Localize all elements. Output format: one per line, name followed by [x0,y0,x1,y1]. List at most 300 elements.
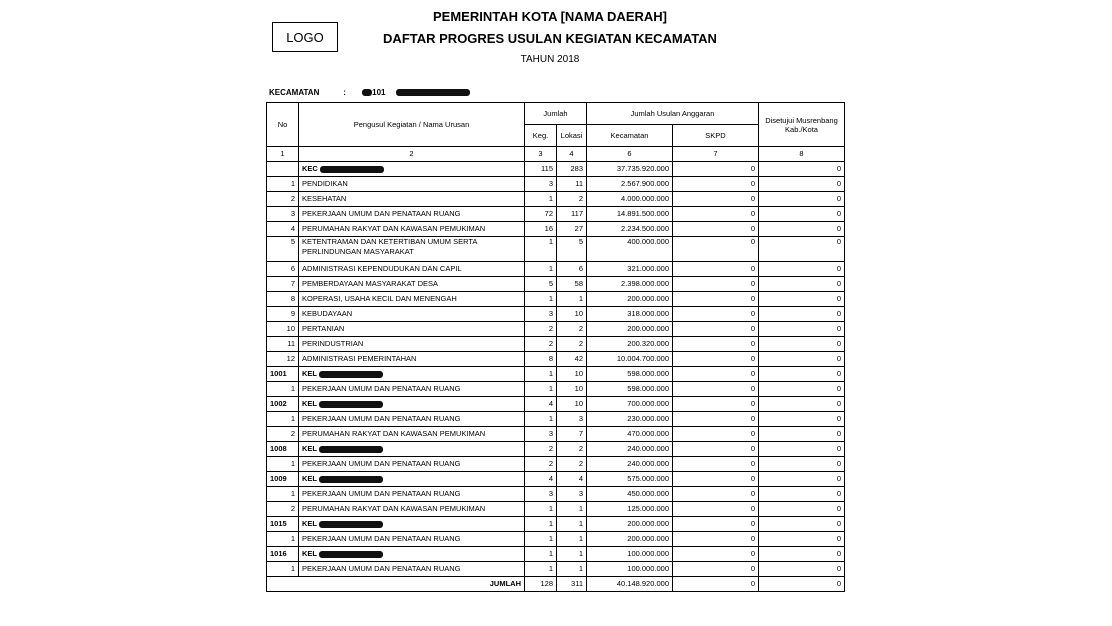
row-lokasi [557,322,587,337]
row-disetujui-text: 0 [836,564,841,573]
total-keg [525,577,557,592]
row-kecamatan-text: 125.000.000 [627,504,669,513]
group-row [267,472,845,487]
row-no-text: 1015 [270,519,287,528]
header-keg: Keg. [525,125,557,147]
row-name-text: PERUMAHAN RAKYAT DAN KAWASAN PEMUKIMAN [302,224,486,233]
row-disetujui-text: 0 [836,209,841,218]
colnum: 7 [673,147,759,162]
row-kecamatan-text: 100.000.000 [627,564,669,573]
row-kecamatan [587,457,673,472]
table-row [267,412,845,427]
row-kecamatan-text: 200.000.000 [627,294,669,303]
header-no: No [267,103,299,147]
row-name-text: PERUMAHAN RAKYAT DAN KAWASAN PEMUKIMAN [302,504,486,513]
row-disetujui-text: 0 [836,444,841,453]
row-kecamatan [587,337,673,352]
table-row [267,502,845,517]
row-lokasi-text: 2 [578,194,583,203]
row-keg-text: 1 [548,369,553,378]
row-lokasi [557,237,587,262]
row-keg-text: 16 [544,224,553,233]
row-kecamatan [587,562,673,577]
row-skpd-text: 0 [750,164,755,173]
row-keg [525,192,557,207]
row-keg-text: 8 [548,354,553,363]
row-disetujui [759,292,845,307]
table-row [267,237,845,262]
row-kecamatan [587,397,673,412]
table-row [267,427,845,442]
colnum: 6 [587,147,673,162]
row-keg-text: 1 [548,294,553,303]
row-no [267,192,299,207]
row-disetujui [759,177,845,192]
row-name [299,382,525,397]
row-skpd [673,562,759,577]
row-no-text: 1 [290,414,295,423]
header-skpd: SKPD [673,125,759,147]
row-skpd [673,472,759,487]
row-keg-text: 2 [548,459,553,468]
row-no-text: 1001 [270,369,287,378]
row-kecamatan [587,382,673,397]
row-kecamatan [587,322,673,337]
row-disetujui [759,487,845,502]
row-no-text: 1009 [270,474,287,483]
row-disetujui-text: 0 [836,414,841,423]
row-no [267,547,299,562]
row-keg-text: 3 [548,489,553,498]
table-row [267,292,845,307]
row-kecamatan [587,427,673,442]
table-row [267,337,845,352]
row-no-text: 7 [290,279,295,288]
row-name-text: PERTANIAN [302,324,345,333]
row-keg [525,457,557,472]
row-keg [525,502,557,517]
row-lokasi-text: 6 [578,264,583,273]
row-keg [525,472,557,487]
kecamatan-label: KECAMATAN [269,88,320,97]
row-skpd-text: 0 [750,194,755,203]
colnum: 4 [557,147,587,162]
row-lokasi-text: 3 [578,489,583,498]
row-keg-text: 1 [548,194,553,203]
row-keg-text: 1 [548,414,553,423]
row-disetujui-text: 0 [836,459,841,468]
row-no [267,207,299,222]
row-no-text: 9 [290,309,295,318]
row-disetujui [759,427,845,442]
row-skpd-text: 0 [750,264,755,273]
row-lokasi-text: 2 [578,444,583,453]
row-disetujui [759,352,845,367]
table-row [267,222,845,237]
row-kecamatan-text: 700.000.000 [627,399,669,408]
row-no [267,472,299,487]
row-lokasi [557,292,587,307]
row-no-text: 1 [290,564,295,573]
row-kecamatan-text: 598.000.000 [627,369,669,378]
kecamatan-line [269,88,470,97]
row-skpd [673,487,759,502]
row-no [267,502,299,517]
row-skpd [673,322,759,337]
row-name-text: PENDIDIKAN [302,179,348,188]
row-skpd [673,547,759,562]
row-skpd [673,502,759,517]
row-skpd-text: 0 [750,429,755,438]
row-name [299,177,525,192]
redaction-mark [319,476,383,483]
row-name-text: PEMBERDAYAAN MASYARAKAT DESA [302,279,439,288]
row-disetujui [759,222,845,237]
row-no-text: 1002 [270,399,287,408]
total-kecamatan [587,577,673,592]
row-disetujui-text: 0 [836,309,841,318]
row-lokasi [557,442,587,457]
row-name-text: KEL [302,444,317,453]
table-row [267,177,845,192]
row-disetujui-text: 0 [836,324,841,333]
row-disetujui [759,322,845,337]
table-row [267,382,845,397]
row-keg [525,322,557,337]
row-kecamatan-text: 200.320.000 [627,339,669,348]
kecamatan-sep: : [343,88,346,97]
table-row [267,262,845,277]
row-kecamatan [587,517,673,532]
row-disetujui-text: 0 [836,179,841,188]
row-name-text: ADMINISTRASI KEPENDUDUKAN DAN CAPIL [302,264,462,273]
total-lokasi [557,577,587,592]
row-name-text: KEL [302,474,317,483]
row-name [299,427,525,442]
row-skpd [673,352,759,367]
header-anggaran: Jumlah Usulan Anggaran [587,103,759,125]
header-lokasi: Lokasi [557,125,587,147]
row-skpd [673,382,759,397]
row-kecamatan [587,207,673,222]
colnum: 8 [759,147,845,162]
row-disetujui-text: 0 [836,399,841,408]
row-keg [525,337,557,352]
header-kecamatan: Kecamatan [587,125,673,147]
row-skpd [673,262,759,277]
row-lokasi-text: 2 [578,459,583,468]
row-disetujui [759,412,845,427]
row-skpd [673,207,759,222]
row-name [299,292,525,307]
row-name [299,192,525,207]
total-skpd [673,577,759,592]
row-kecamatan-text: 2.567.900.000 [621,179,669,188]
row-keg-text: 4 [548,474,553,483]
row-no [267,442,299,457]
row-name [299,547,525,562]
row-skpd-text: 0 [750,519,755,528]
redaction-mark [319,551,383,558]
row-lokasi-text: 1 [578,549,583,558]
row-keg [525,547,557,562]
row-lokasi [557,502,587,517]
row-name-text: PEKERJAAN UMUM DAN PENATAAN RUANG [302,414,461,423]
row-keg-text: 72 [544,209,553,218]
row-disetujui-text: 0 [836,369,841,378]
row-no-text: 1 [290,459,295,468]
row-name [299,222,525,237]
row-keg-text: 5 [548,279,553,288]
row-skpd-text: 0 [750,399,755,408]
row-name [299,307,525,322]
row-lokasi [557,337,587,352]
row-disetujui-text: 0 [836,549,841,558]
total-label-text: JUMLAH [489,579,521,588]
row-kecamatan [587,222,673,237]
row-lokasi-text: 2 [578,324,583,333]
row-keg [525,292,557,307]
row-kecamatan-text: 14.891.500.000 [616,209,669,218]
row-keg [525,352,557,367]
row-keg-text: 4 [548,399,553,408]
row-no [267,367,299,382]
row-no-text: 11 [287,339,295,348]
row-skpd-text: 0 [750,279,755,288]
row-kecamatan-text: 200.000.000 [627,534,669,543]
row-kecamatan-text: 450.000.000 [627,489,669,498]
row-skpd-text: 0 [750,459,755,468]
row-kecamatan [587,472,673,487]
row-name [299,442,525,457]
row-disetujui [759,337,845,352]
row-name [299,207,525,222]
row-disetujui [759,367,845,382]
group-row [267,547,845,562]
row-lokasi-text: 117 [571,209,583,218]
row-keg [525,207,557,222]
row-lokasi [557,367,587,382]
row-name [299,487,525,502]
header-pengusul: Pengusul Kegiatan / Nama Urusan [299,103,525,147]
colnum: 2 [299,147,525,162]
row-skpd-text: 0 [750,324,755,333]
row-lokasi [557,307,587,322]
row-lokasi [557,397,587,412]
table-row [267,322,845,337]
row-lokasi-text: 4 [578,474,583,483]
row-kecamatan [587,352,673,367]
row-no-text: 1 [290,384,295,393]
row-name-text: PEKERJAAN UMUM DAN PENATAAN RUANG [302,384,461,393]
row-no-text: 6 [290,264,295,273]
row-no-text: 1016 [270,549,287,558]
row-name-text: KEL [302,549,317,558]
redaction-mark [319,446,383,453]
kecamatan-code: 101 [372,88,386,97]
total-kecamatan-text: 40.148.920.000 [616,579,669,588]
row-kecamatan-text: 2.234.500.000 [621,224,669,233]
row-skpd-text: 0 [750,237,755,246]
row-kecamatan-text: 240.000.000 [627,444,669,453]
row-no-text: 2 [290,504,295,513]
row-kecamatan-text: 321.000.000 [627,264,669,273]
row-disetujui-text: 0 [836,279,841,288]
row-no [267,427,299,442]
row-lokasi [557,207,587,222]
row-no [267,352,299,367]
row-skpd-text: 0 [750,504,755,513]
row-kecamatan [587,262,673,277]
row-skpd-text: 0 [750,474,755,483]
row-no [267,162,299,177]
row-lokasi [557,222,587,237]
row-lokasi [557,427,587,442]
row-kecamatan-text: 200.000.000 [627,324,669,333]
row-lokasi-text: 1 [578,519,583,528]
row-no [267,337,299,352]
row-disetujui [759,532,845,547]
row-disetujui-text: 0 [836,164,841,173]
row-disetujui-text: 0 [836,237,841,246]
table-row [267,457,845,472]
row-name-text: PERUMAHAN RAKYAT DAN KAWASAN PEMUKIMAN [302,429,486,438]
row-disetujui-text: 0 [836,519,841,528]
row-keg-text: 115 [541,164,553,173]
row-skpd [673,162,759,177]
group-row [267,442,845,457]
row-name-text: KETENTRAMAN DAN KETERTIBAN UMUM SERTA PERLINDUNGAN MASYARAKAT [302,237,478,256]
row-lokasi [557,412,587,427]
row-disetujui [759,502,845,517]
row-skpd [673,457,759,472]
row-no-text: 1 [290,534,295,543]
redaction-mark [319,521,383,528]
row-skpd [673,337,759,352]
row-lokasi [557,517,587,532]
logo-text: LOGO [286,29,324,45]
row-disetujui-text: 0 [836,534,841,543]
row-no-text: 1 [290,489,295,498]
row-skpd [673,367,759,382]
row-keg [525,517,557,532]
row-lokasi [557,562,587,577]
row-kecamatan-text: 240.000.000 [627,459,669,468]
row-lokasi-text: 27 [574,224,583,233]
row-lokasi [557,262,587,277]
row-skpd-text: 0 [750,414,755,423]
row-kecamatan-text: 400.000.000 [627,237,669,246]
colnum: 1 [267,147,299,162]
row-kecamatan [587,487,673,502]
group-row [267,367,845,382]
row-name-text: KEC [302,164,318,173]
redaction-mark [362,89,372,96]
row-no [267,277,299,292]
row-no [267,532,299,547]
row-no-text: 5 [290,237,295,246]
row-kecamatan [587,162,673,177]
row-skpd-text: 0 [750,369,755,378]
row-no [267,382,299,397]
row-lokasi-text: 1 [578,534,583,543]
row-name [299,562,525,577]
row-keg-text: 1 [548,504,553,513]
row-no-text: 10 [286,324,295,333]
row-name [299,472,525,487]
row-skpd-text: 0 [750,564,755,573]
row-no [267,487,299,502]
row-skpd [673,442,759,457]
row-skpd [673,412,759,427]
table-row [267,192,845,207]
row-name-text: PEKERJAAN UMUM DAN PENATAAN RUANG [302,564,461,573]
row-keg [525,307,557,322]
row-lokasi-text: 1 [578,294,583,303]
row-name-text: PERINDUSTRIAN [302,339,364,348]
row-lokasi [557,177,587,192]
row-skpd-text: 0 [750,224,755,233]
progress-table [266,102,845,592]
row-name [299,502,525,517]
row-lokasi-text: 10 [574,309,583,318]
row-skpd-text: 0 [750,534,755,543]
row-no-text: 2 [290,194,295,203]
total-row [267,577,845,592]
redaction-mark [319,401,383,408]
row-kecamatan [587,277,673,292]
row-lokasi [557,472,587,487]
table-row [267,532,845,547]
row-keg [525,367,557,382]
row-disetujui [759,547,845,562]
row-keg-text: 3 [548,179,553,188]
row-kecamatan-text: 470.000.000 [627,429,669,438]
row-keg-text: 3 [548,309,553,318]
row-name-text: PEKERJAAN UMUM DAN PENATAAN RUANG [302,209,461,218]
row-keg [525,487,557,502]
row-name-text: PEKERJAAN UMUM DAN PENATAAN RUANG [302,534,461,543]
row-kecamatan-text: 318.000.000 [627,309,669,318]
row-skpd [673,192,759,207]
row-lokasi-text: 1 [578,504,583,513]
row-keg-text: 1 [548,534,553,543]
row-skpd [673,307,759,322]
row-keg-text: 1 [548,549,553,558]
header-line-1: PEMERINTAH KOTA [NAMA DAERAH] [433,9,667,24]
redaction-mark [396,89,470,96]
row-lokasi-text: 283 [570,164,583,173]
row-lokasi [557,547,587,562]
row-name [299,237,525,262]
total-skpd-text: 0 [750,579,755,588]
header-year: TAHUN 2018 [520,54,580,65]
row-lokasi [557,192,587,207]
row-disetujui-text: 0 [836,354,841,363]
colnum: 3 [525,147,557,162]
row-no [267,222,299,237]
row-kecamatan [587,547,673,562]
row-keg-text: 1 [548,237,553,246]
table-row [267,562,845,577]
row-name [299,457,525,472]
row-kecamatan [587,292,673,307]
header-jumlah: Jumlah [525,103,587,125]
row-kecamatan [587,367,673,382]
row-kecamatan [587,192,673,207]
row-no [267,562,299,577]
row-kecamatan-text: 575.000.000 [627,474,669,483]
